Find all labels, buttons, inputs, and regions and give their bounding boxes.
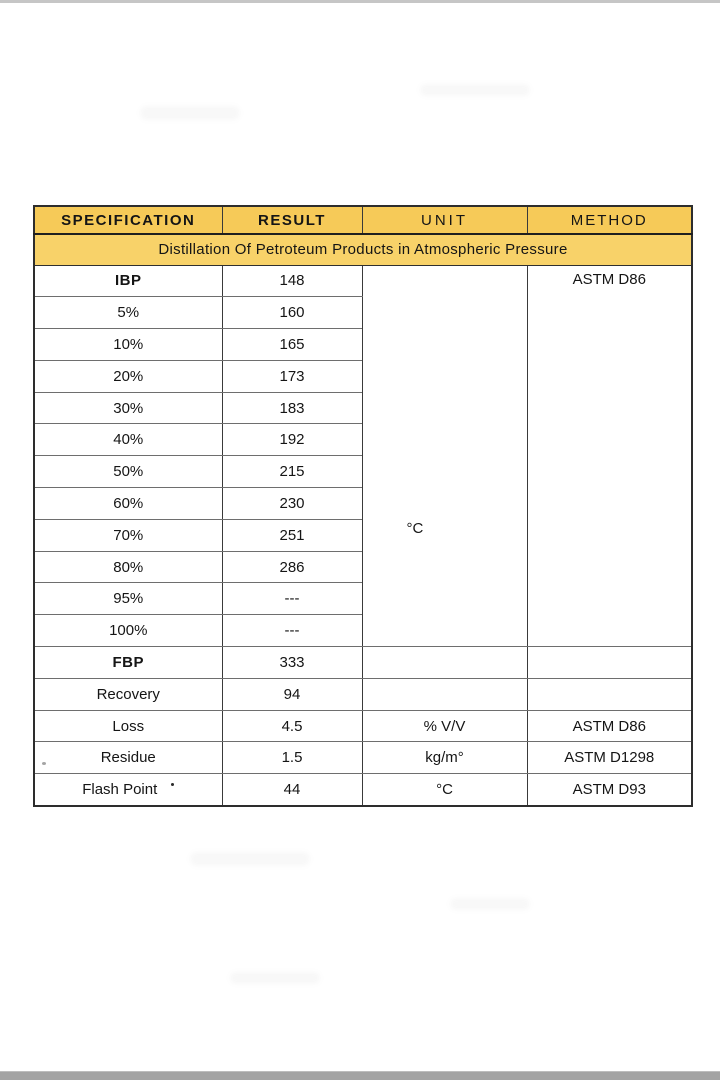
column-header-unit: UNIT — [362, 206, 527, 234]
table-row — [34, 647, 692, 679]
spec-cell — [34, 774, 222, 806]
table-header-row — [34, 206, 692, 234]
unit-cell: % V/V — [362, 710, 527, 742]
result-cell: 333 — [222, 647, 362, 679]
table-subtitle: Distillation Of Petroteum Products in Atmospheric Pressure — [34, 234, 692, 265]
distillation-results-table — [33, 205, 691, 807]
unit-cell: kg/m° — [362, 742, 527, 774]
method-cell: ASTM D93 — [527, 774, 692, 806]
unit-merged-cell — [362, 265, 527, 647]
scan-smudge — [140, 106, 240, 120]
result-cell: 1.5 — [222, 742, 362, 774]
table-row — [34, 742, 692, 774]
spec-cell: FBP — [34, 647, 222, 679]
result-cell: --- — [222, 583, 362, 615]
method-cell — [527, 678, 692, 710]
unit-celsius-label: °C — [406, 519, 424, 537]
spec-cell: 50% — [34, 456, 222, 488]
unit-cell: °C — [362, 774, 527, 806]
unit-cell — [362, 678, 527, 710]
spec-cell: 10% — [34, 329, 222, 361]
result-cell: 192 — [222, 424, 362, 456]
spec-label: Flash Point — [82, 780, 158, 798]
result-cell: 251 — [222, 519, 362, 551]
spec-cell: 70% — [34, 519, 222, 551]
table-row — [34, 265, 692, 297]
spec-cell: 30% — [34, 392, 222, 424]
spec-cell: Loss — [34, 710, 222, 742]
result-cell: 286 — [222, 551, 362, 583]
spec-cell: 100% — [34, 615, 222, 647]
spec-cell: Residue — [34, 742, 222, 774]
spec-cell: 95% — [34, 583, 222, 615]
spec-cell: Recovery — [34, 678, 222, 710]
spec-cell: 60% — [34, 488, 222, 520]
spec-cell: 5% — [34, 297, 222, 329]
column-header-specification: SPECIFICATION — [34, 206, 222, 234]
scan-smudge — [230, 972, 320, 984]
result-cell: 160 — [222, 297, 362, 329]
result-cell: 94 — [222, 678, 362, 710]
result-cell: 173 — [222, 360, 362, 392]
column-header-method: METHOD — [527, 206, 692, 234]
method-cell: ASTM D86 — [527, 710, 692, 742]
result-cell: 165 — [222, 329, 362, 361]
scan-smudge — [190, 852, 310, 866]
spec-cell: IBP — [34, 265, 222, 297]
spec-cell: 20% — [34, 360, 222, 392]
scan-smudge — [420, 84, 530, 96]
result-cell: --- — [222, 615, 362, 647]
result-cell: 183 — [222, 392, 362, 424]
spec-cell: 80% — [34, 551, 222, 583]
table-row — [34, 710, 692, 742]
result-cell: 148 — [222, 265, 362, 297]
scan-smudge — [450, 898, 530, 910]
method-cell — [527, 647, 692, 679]
result-cell: 44 — [222, 774, 362, 806]
result-cell: 4.5 — [222, 710, 362, 742]
spec-results-table — [33, 205, 693, 807]
unit-cell — [362, 647, 527, 679]
method-cell: ASTM D1298 — [527, 742, 692, 774]
table-subtitle-row — [34, 234, 692, 265]
result-cell: 230 — [222, 488, 362, 520]
result-cell: 215 — [222, 456, 362, 488]
scan-edge-top — [0, 0, 720, 3]
table-row — [34, 774, 692, 806]
column-header-result: RESULT — [222, 206, 362, 234]
method-merged-cell: ASTM D86 — [527, 265, 692, 647]
scan-artifact-dot — [171, 783, 174, 786]
scan-edge-bottom — [0, 1071, 720, 1080]
table-row — [34, 678, 692, 710]
spec-cell: 40% — [34, 424, 222, 456]
